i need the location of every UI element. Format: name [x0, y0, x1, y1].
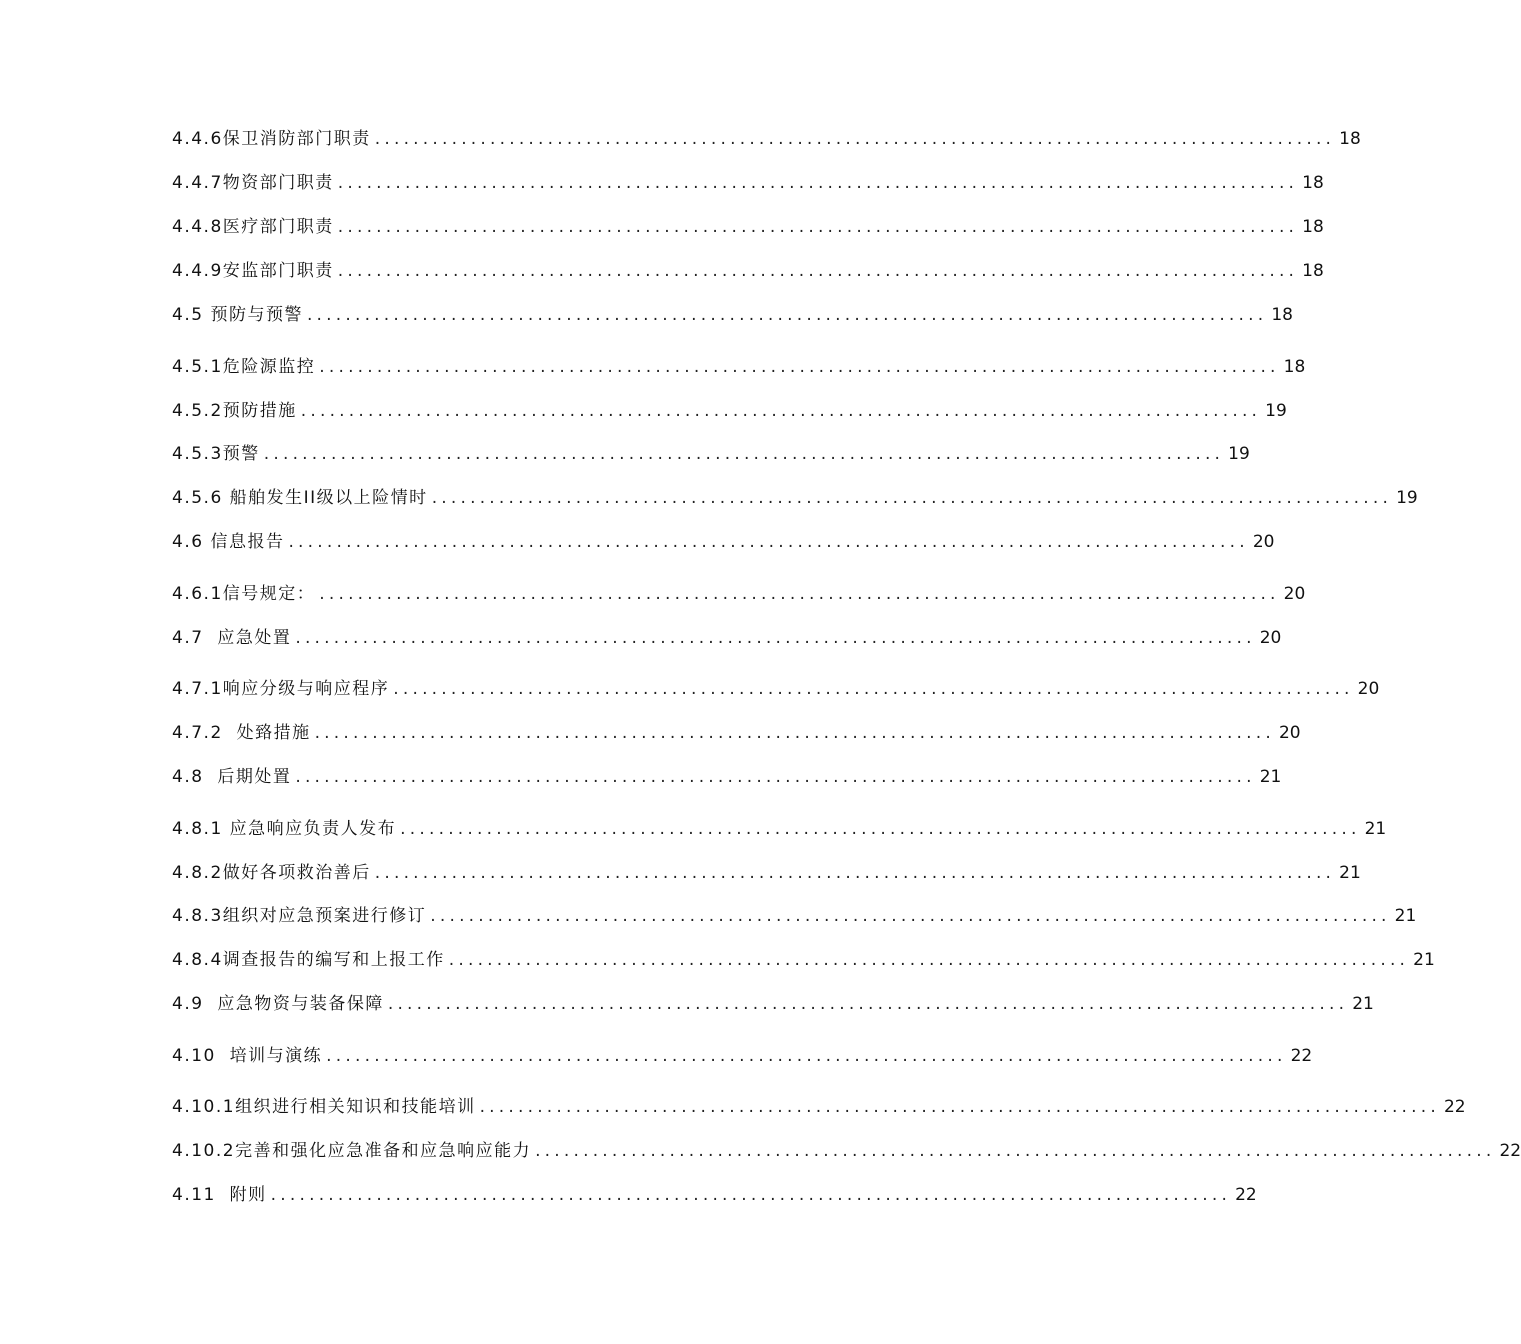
toc-entry-label: 4.4.8医疗部门职责: [172, 217, 334, 237]
toc-page-number: 21: [1259, 767, 1282, 787]
toc-leader-dots: ....................................................................................................: [374, 129, 1336, 149]
toc-page-number: 22: [1499, 1141, 1521, 1161]
toc-leader-dots: ....................................................................................................: [295, 628, 1256, 648]
toc-page-number: 21: [1339, 863, 1361, 883]
toc-entry-label: 4.8.3组织对应急预案进行修订: [172, 906, 427, 926]
toc-page-number: 18: [1302, 217, 1324, 237]
toc-entry-label: 4.6.1信号规定：: [172, 584, 316, 604]
toc-entry[interactable]: [172, 302, 1293, 326]
toc-entry-label: 4.7.1响应分级与响应程序: [172, 679, 390, 699]
toc-entry-label: 4.4.9安监部门职责: [172, 261, 334, 281]
toc-entry[interactable]: [172, 1043, 1313, 1067]
toc-page-number: 21: [1364, 819, 1387, 839]
toc-leader-dots: ....................................................................................................: [374, 863, 1336, 883]
toc-entry-label: 4.8.1 应急响应负责人发布: [172, 819, 397, 839]
toc-entry[interactable]: [172, 676, 1380, 700]
toc-leader-dots: ....................................................................................................: [319, 584, 1280, 604]
toc-entry-label: 4.4.7物资部门职责: [172, 173, 334, 193]
toc-leader-dots: ....................................................................................................: [431, 488, 1393, 508]
toc-page-number: 20: [1278, 723, 1301, 743]
toc-page-number: 22: [1235, 1185, 1257, 1205]
toc-entry[interactable]: [172, 860, 1361, 884]
toc-leader-dots: ....................................................................................................: [295, 767, 1256, 787]
toc-page-number: 20: [1357, 679, 1380, 699]
toc-entry[interactable]: [172, 816, 1387, 840]
toc-leader-dots: ....................................................................................................: [430, 906, 1391, 926]
toc-entry-label: 4.10.2完善和强化应急准备和应急响应能力: [172, 1141, 532, 1161]
toc-leader-dots: ....................................................................................................: [314, 723, 1275, 743]
toc-entry-label: 4.10.1组织进行相关知识和技能培训: [172, 1097, 476, 1117]
toc-entry[interactable]: [172, 441, 1250, 465]
toc-page-number: 22: [1290, 1046, 1313, 1066]
toc-entry[interactable]: [172, 1138, 1521, 1162]
toc-page-number: 18: [1302, 261, 1324, 281]
toc-entry[interactable]: [172, 947, 1435, 971]
toc-page-number: 18: [1283, 357, 1306, 377]
toc-page-number: 20: [1252, 532, 1275, 552]
toc-page-number: 21: [1413, 950, 1435, 970]
toc-entry[interactable]: [172, 485, 1418, 509]
toc-leader-dots: ....................................................................................................: [319, 357, 1280, 377]
toc-leader-dots: ....................................................................................................: [337, 217, 1299, 237]
toc-entry-label: 4.6 信息报告: [172, 532, 285, 552]
toc-entry[interactable]: [172, 625, 1282, 649]
toc-page-number: 19: [1228, 444, 1250, 464]
toc-entry[interactable]: [172, 170, 1324, 194]
toc-leader-dots: ....................................................................................................: [326, 1046, 1287, 1066]
toc-page-number: 19: [1396, 488, 1418, 508]
toc-leader-dots: ....................................................................................................: [306, 305, 1268, 325]
toc-leader-dots: ....................................................................................................: [270, 1185, 1232, 1205]
toc-page-number: 18: [1339, 129, 1361, 149]
toc-entry-label: 4.9 应急物资与装备保障: [172, 994, 384, 1014]
toc-entry[interactable]: [172, 214, 1324, 238]
toc-page-number: 21: [1352, 994, 1374, 1014]
toc-page-number: 22: [1443, 1097, 1466, 1117]
toc-entry[interactable]: [172, 764, 1282, 788]
toc-entry[interactable]: [172, 581, 1306, 605]
toc-entry-label: 4.4.6保卫消防部门职责: [172, 129, 371, 149]
toc-entry-label: 4.5.3预警: [172, 444, 260, 464]
toc-page-number: 21: [1394, 906, 1417, 926]
toc-page-number: 18: [1271, 305, 1293, 325]
toc-entry[interactable]: [172, 1182, 1257, 1206]
toc-entry[interactable]: [172, 354, 1306, 378]
toc-leader-dots: ....................................................................................................: [400, 819, 1361, 839]
toc-leader-dots: ....................................................................................................: [535, 1141, 1496, 1161]
toc-leader-dots: ....................................................................................................: [337, 261, 1299, 281]
toc-leader-dots: ....................................................................................................: [479, 1097, 1440, 1117]
toc-leader-dots: ....................................................................................................: [387, 994, 1349, 1014]
toc-entry[interactable]: [172, 398, 1287, 422]
toc-entry-label: 4.7.2 处臵措施: [172, 723, 311, 743]
toc-leader-dots: ....................................................................................................: [263, 444, 1225, 464]
toc-leader-dots: ....................................................................................................: [288, 532, 1249, 552]
toc-entry[interactable]: [172, 720, 1301, 744]
toc-entry-label: 4.11 附则: [172, 1185, 267, 1205]
toc-entry[interactable]: [172, 529, 1275, 553]
toc-page-number: 19: [1265, 401, 1287, 421]
toc-entry-label: 4.5.2预防措施: [172, 401, 297, 421]
toc-leader-dots: ....................................................................................................: [393, 679, 1354, 699]
toc-entry-label: 4.10 培训与演练: [172, 1046, 323, 1066]
toc-entry[interactable]: [172, 903, 1417, 927]
toc-entry-label: 4.8.4调查报告的编写和上报工作: [172, 950, 445, 970]
toc-entry[interactable]: [172, 991, 1374, 1015]
toc-entry-label: 4.5 预防与预警: [172, 305, 303, 325]
toc-entry[interactable]: [172, 1094, 1466, 1118]
toc-leader-dots: ....................................................................................................: [300, 401, 1262, 421]
toc-leader-dots: ....................................................................................................: [337, 173, 1299, 193]
toc-entry-label: 4.7 应急处置: [172, 628, 292, 648]
toc-entry[interactable]: [172, 126, 1361, 150]
toc-entry-label: 4.8.2做好各项救治善后: [172, 863, 371, 883]
toc-page-number: 18: [1302, 173, 1324, 193]
toc-page-number: 20: [1259, 628, 1282, 648]
toc-leader-dots: ....................................................................................................: [448, 950, 1410, 970]
toc-entry-label: 4.5.1危险源监控: [172, 357, 316, 377]
toc-entry[interactable]: [172, 258, 1324, 282]
toc-entry-label: 4.5.6 船舶发生II级以上险情时: [172, 488, 428, 508]
toc-entry-label: 4.8 后期处置: [172, 767, 292, 787]
toc-page-number: 20: [1283, 584, 1306, 604]
